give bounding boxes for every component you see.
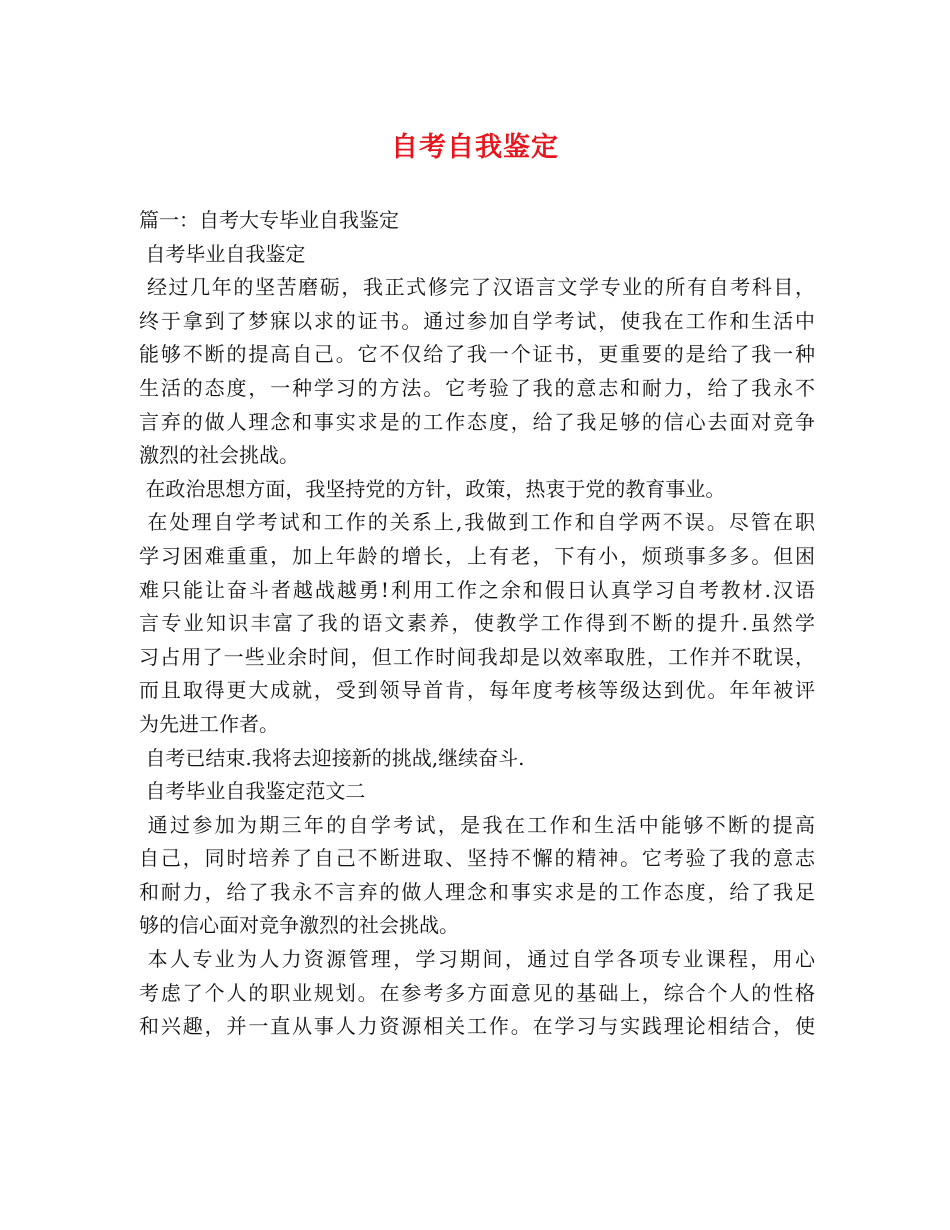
text-line: 本人专业为人力资源管理，学习期间，通过自学各项专业课程，用心 [139,947,815,972]
text-line: 终于拿到了梦寐以求的证书。通过参加自学考试，使我在工作和生活中 [139,308,815,333]
text-line: 篇一：自考大专毕业自我鉴定 [139,208,399,232]
text-line: 能够不断的提高自己。它不仅给了我一个证书，更重要的是给了我一种 [139,342,815,367]
text-line: 够的信心面对竞争激烈的社会挑战。 [139,913,459,938]
text-line: 自考已结束.我将去迎接新的挑战,继续奋斗. [139,745,525,770]
text-line: 难只能让奋斗者越战越勇!利用工作之余和假日认真学习自考教材.汉语 [139,577,815,602]
text-line: 通过参加为期三年的自学考试，是我在工作和生活中能够不断的提高 [139,812,815,837]
text-line: 为先进工作者。 [139,711,279,736]
text-line: 激烈的社会挑战。 [139,443,299,468]
text-line: 学习困难重重，加上年龄的增长，上有老，下有小，烦琐事多多。但困 [139,543,815,568]
text-line: 和兴趣，并一直从事人力资源相关工作。在学习与实践理论相结合，使 [139,1014,815,1039]
text-line: 自考毕业自我鉴定 [139,241,306,266]
text-line: 言专业知识丰富了我的语文素养，使教学工作得到不断的提升.虽然学 [139,611,815,636]
text-line: 考虑了个人的职业规划。在参考多方面意见的基础上，综合个人的性格 [139,980,815,1005]
text-line: 言弃的做人理念和事实求是的工作态度，给了我足够的信心去面对竞争 [139,409,815,434]
text-line: 自考毕业自我鉴定范文二 [139,779,366,804]
text-line: 在处理自学考试和工作的关系上,我做到工作和自学两不误。尽管在职 [139,510,815,535]
text-line: 习占用了一些业余时间，但工作时间我却是以效率取胜，工作并不耽误， [139,644,815,669]
text-line: 生活的态度，一种学习的方法。它考验了我的意志和耐力，给了我永不 [139,375,815,400]
document-body [139,204,815,1044]
text-line: 和耐力，给了我永不言弃的做人理念和事实求是的工作态度，给了我足 [139,879,815,904]
text-line: 而且取得更大成就，受到领导首肯，每年度考核等级达到优。年年被评 [139,678,815,703]
text-line: 在政治思想方面，我坚持党的方针，政策，热衷于党的教育事业。 [139,476,726,501]
text-line: 自己，同时培养了自己不断进取、坚持不懈的精神。它考验了我的意志 [139,846,815,871]
text-line: 经过几年的坚苦磨砺，我正式修完了汉语言文学专业的所有自考科目， [139,275,815,300]
document-title: 自考自我鉴定 [391,132,559,163]
